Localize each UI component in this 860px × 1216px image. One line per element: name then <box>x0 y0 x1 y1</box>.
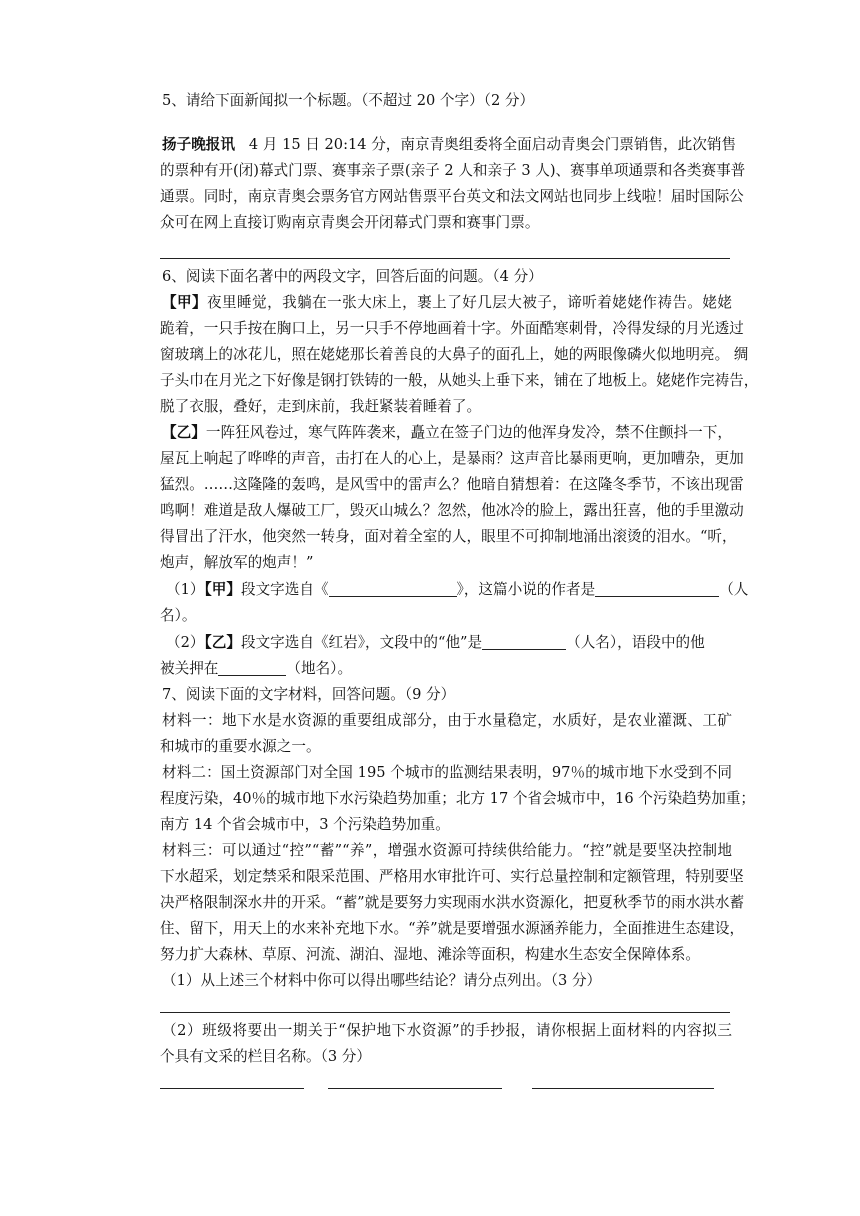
q7-m1-line-1: 材料一：地下水是水资源的重要组成部分，由于水量稳定，水质好，是农业灌溉、工矿 <box>162 712 732 729</box>
q6-sub1-line-2: 名）。 <box>160 607 197 624</box>
q7-m3-line-2: 下水超采，划定禁采和限采范围、严格用水审批许可、实行总量控制和定额管理，特别要坚 <box>160 868 744 885</box>
q7-column-name-blank-3[interactable] <box>532 1088 714 1089</box>
q7-m3-line-4: 住、留下，用天上的水来补充地下水。“养”就是要增强水源涵养能力，全面推进生态建设， <box>160 920 745 937</box>
q5-line-4: 众可在网上直接订购南京青奥会开闭幕式门票和赛事门票。 <box>160 214 540 231</box>
q6-yi-line-6: 炮声，解放军的炮声！” <box>160 554 314 571</box>
q6-jia-line-5: 脱了衣服，叠好，走到床前，我赶紧装着睡着了。 <box>160 398 482 415</box>
q6-yi-line-2: 屋瓦上响起了哗哗的声音，击打在人的心上，是暴雨？这声音比暴雨更响，更加嘈杂，更加 <box>160 450 744 467</box>
q6-yi-tag: 【乙】 <box>162 424 206 441</box>
q6-author-blank[interactable] <box>595 580 719 597</box>
q7-m1-line-2: 和城市的重要水源之一。 <box>160 738 321 755</box>
q6-yi-line-5: 得冒出了汗水，他突然一转身，面对着全室的人，眼里不可抑制地涌出滚烫的泪水。“听， <box>160 528 737 545</box>
q6-jia-tag: 【甲】 <box>162 294 208 311</box>
q7-m3-line-5: 努力扩大森林、草原、河流、湖泊、湿地、滩涂等面积，构建水生态安全保障体系。 <box>160 946 700 963</box>
q7-title: 7、阅读下面的文字材料，回答问题。（9 分） <box>162 686 456 703</box>
q5-text: 4 月 15 日 20:14 分，南京青奥组委将全面启动青奥会门票销售，此次销售 <box>248 136 737 153</box>
q7-m2-line-1: 材料二：国土资源部门对全国 195 个城市的监测结果表明，97％的城市地下水受到不同 <box>162 764 732 781</box>
q6-jia-line-1: 【甲】夜里睡觉，我躺在一张大床上，裹上了好几层大被子，谛听着姥姥作祷告。姥姥 <box>162 294 732 311</box>
q7-m2-line-3: 南方 14 个省会城市中，3 个污染趋势加重。 <box>160 816 450 833</box>
q5-answer-line[interactable] <box>160 258 730 259</box>
q6-jia-line-4: 子头巾在月光之下好像是钢打铁铸的一般，从她头上垂下来，铺在了地板上。姥姥作完祷告， <box>160 372 759 389</box>
q6-place-name-blank[interactable] <box>218 659 286 676</box>
q6-jia-line-3: 窗玻璃上的冰花儿，照在姥姥那长着善良的大鼻子的面孔上，她的两眼像磷火似地明亮。 绸 <box>160 346 749 363</box>
q7-m2-line-2: 程度污染，40％的城市地下水污染趋势加重；北方 17 个省会城市中，16 个污染趋势加重； <box>160 790 756 807</box>
q5-source: 扬子晚报讯 <box>162 136 235 153</box>
q7-sub2-line-2: 个具有文采的栏目名称。（3 分） <box>160 1048 371 1065</box>
q6-yi-line-3: 猛烈。……这隆隆的轰鸣，是风雪中的雷声么？他暗自猜想着：在这隆冬季节，不该出现雷 <box>160 476 744 493</box>
q6-title: 6、阅读下面名著中的两段文字，回答后面的问题。（4 分） <box>162 268 543 285</box>
q5-line-1 <box>162 132 737 158</box>
q6-person-name-blank[interactable] <box>482 633 566 650</box>
q6-book-title-blank[interactable] <box>329 580 457 597</box>
q6-yi-line-1: 【乙】一阵狂风卷过，寒气阵阵袭来，矗立在签子门边的他浑身发冷，禁不住颤抖一下， <box>162 424 732 441</box>
q5-title: 5、请给下面新闻拟一个标题。（不超过 20 个字）（2 分） <box>162 92 535 109</box>
q5-line-2: 的票种有开(闭)幕式门票、赛事亲子票(亲子 2 人和亲子 3 人)、赛事单项通票和各类赛事普 <box>160 162 746 179</box>
q7-sub2-line-1: （2）班级将要出一期关于“保护地下水资源”的手抄报，请你根据上面材料的内容拟三 <box>162 1022 732 1039</box>
q7-column-name-blank-1[interactable] <box>160 1088 304 1089</box>
q6-sub1-line-1: （1）【甲】段文字选自《 》，这篇小说的作者是 （人 <box>166 581 749 598</box>
q7-sub1: （1）从上述三个材料中你可以得出哪些结论？请分点列出。（3 分） <box>162 972 602 989</box>
q5-line-3: 通票。同时，南京青奥会票务官方网站售票平台英文和法文网站也同步上线啦！届时国际公 <box>160 188 744 205</box>
q7-sub1-answer-line[interactable] <box>160 1012 730 1013</box>
q6-sub2-line-1: （2）【乙】段文字选自《红岩》，文段中的“他”是 （人名），语段中的他 <box>166 634 705 651</box>
q6-sub2-line-2: 被关押在 （地名）。 <box>160 660 353 677</box>
q6-jia-line-2: 跪着，一只手按在胸口上，另一只手不停地画着十字。外面酷寒刺骨，冷得发绿的月光透过 <box>160 320 744 337</box>
q7-m3-line-3: 决严格限制深水井的开采。“蓄”就是要努力实现雨水洪水资源化，把夏秋季节的雨水洪水蓄 <box>160 894 745 911</box>
q7-m3-line-1: 材料三：可以通过“控”“蓄”“养”，增强水资源可持续供给能力。“控”就是要坚决控制地 <box>162 842 732 859</box>
q7-column-name-blank-2[interactable] <box>328 1088 502 1089</box>
q6-yi-line-4: 鸣啊！难道是敌人爆破工厂，毁灭山城么？忽然，他冰冷的脸上，露出狂喜，他的手里激动 <box>160 502 744 519</box>
